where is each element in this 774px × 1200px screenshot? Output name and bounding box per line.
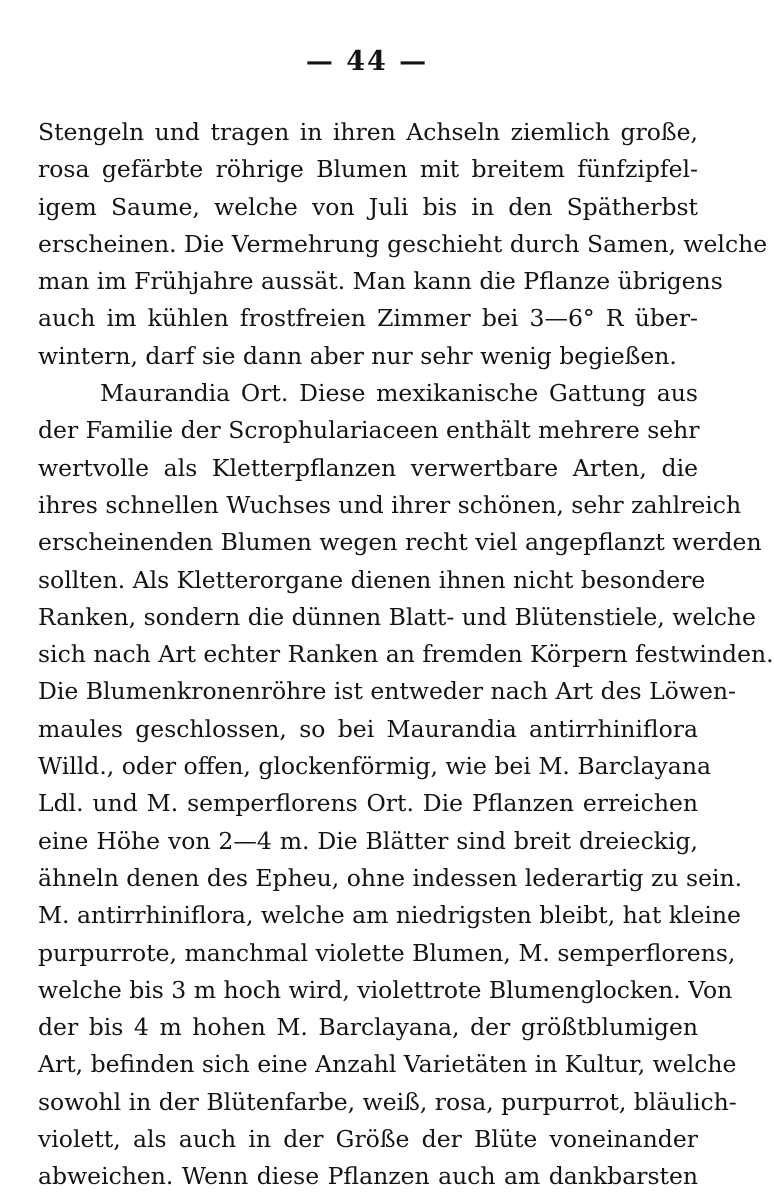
- text-line: Ranken, sondern die dünnen Blatt- und Blütenstiele, welche: [38, 602, 756, 631]
- text-line: man im Frühjahre aussät. Man kann die Pflanze übrigens: [38, 267, 723, 296]
- text-line: purpurrote, manchmal violette Blumen, M. semperflorens,: [38, 938, 736, 967]
- text-line: maules geschlossen, so bei Maurandia antirrhiniflora: [38, 714, 698, 743]
- text-line: sollten. Als Kletterorgane dienen ihnen nicht besondere: [38, 565, 706, 594]
- text-line: igem Saume, welche von Juli bis in den Spätherbst: [38, 192, 698, 221]
- text-line: sich nach Art echter Ranken an fremden Körpern festwinden.: [38, 640, 774, 669]
- body-text: [38, 114, 774, 1196]
- text-line: ähneln denen des Epheu, ohne indessen lederartig zu sein.: [38, 863, 743, 892]
- text-line: erscheinen. Die Vermehrung geschieht durch Samen, welche: [38, 229, 768, 258]
- text-line: Ldl. und M. semperflorens Ort. Die Pflanzen erreichen: [38, 789, 698, 818]
- text-line: rosa gefärbte röhrige Blumen mit breitem fünfzipfel-: [38, 155, 698, 184]
- text-line: M. antirrhiniflora, welche am niedrigsten bleibt, hat kleine: [38, 901, 741, 930]
- text-line: der Familie der Scrophulariaceen enthält mehrere sehr: [38, 416, 700, 445]
- text-line: wintern, darf sie dann aber nur sehr wenig begießen.: [38, 341, 677, 370]
- text-line: eine Höhe von 2—4 m. Die Blätter sind breit dreieckig,: [38, 826, 698, 855]
- text-line: Maurandia Ort. Diese mexikanische Gattung aus: [100, 379, 698, 408]
- text-line: Die Blumenkronenröhre ist entweder nach Art des Löwen-: [38, 677, 736, 706]
- text-line: auch im kühlen frostfreien Zimmer bei 3—6° R über-: [38, 304, 698, 333]
- text-line: Art, befinden sich eine Anzahl Varietäten in Kultur, welche: [38, 1050, 737, 1079]
- text-line: wertvolle als Kletterpflanzen verwertbare Arten, die: [38, 453, 698, 482]
- text-line: violett, als auch in der Größe der Blüte voneinander: [38, 1125, 698, 1154]
- page-number: — 44 —: [305, 46, 429, 77]
- text-line: Willd., oder offen, glockenförmig, wie bei M. Barclayana: [38, 752, 711, 781]
- text-line: ihres schnellen Wuchses und ihrer schönen, sehr zahlreich: [38, 490, 742, 519]
- text-line: sowohl in der Blütenfarbe, weiß, rosa, purpurrot, bläulich-: [38, 1087, 737, 1116]
- text-line: abweichen. Wenn diese Pflanzen auch am dankbarsten: [38, 1162, 698, 1191]
- text-line: Stengeln und tragen in ihren Achseln ziemlich große,: [38, 118, 698, 146]
- text-line: erscheinenden Blumen wegen recht viel angepflanzt werden: [38, 528, 762, 557]
- text-line: der bis 4 m hohen M. Barclayana, der größtblumigen: [38, 1013, 698, 1042]
- text-line: welche bis 3 m hoch wird, violettrote Blumenglocken. Von: [38, 975, 733, 1004]
